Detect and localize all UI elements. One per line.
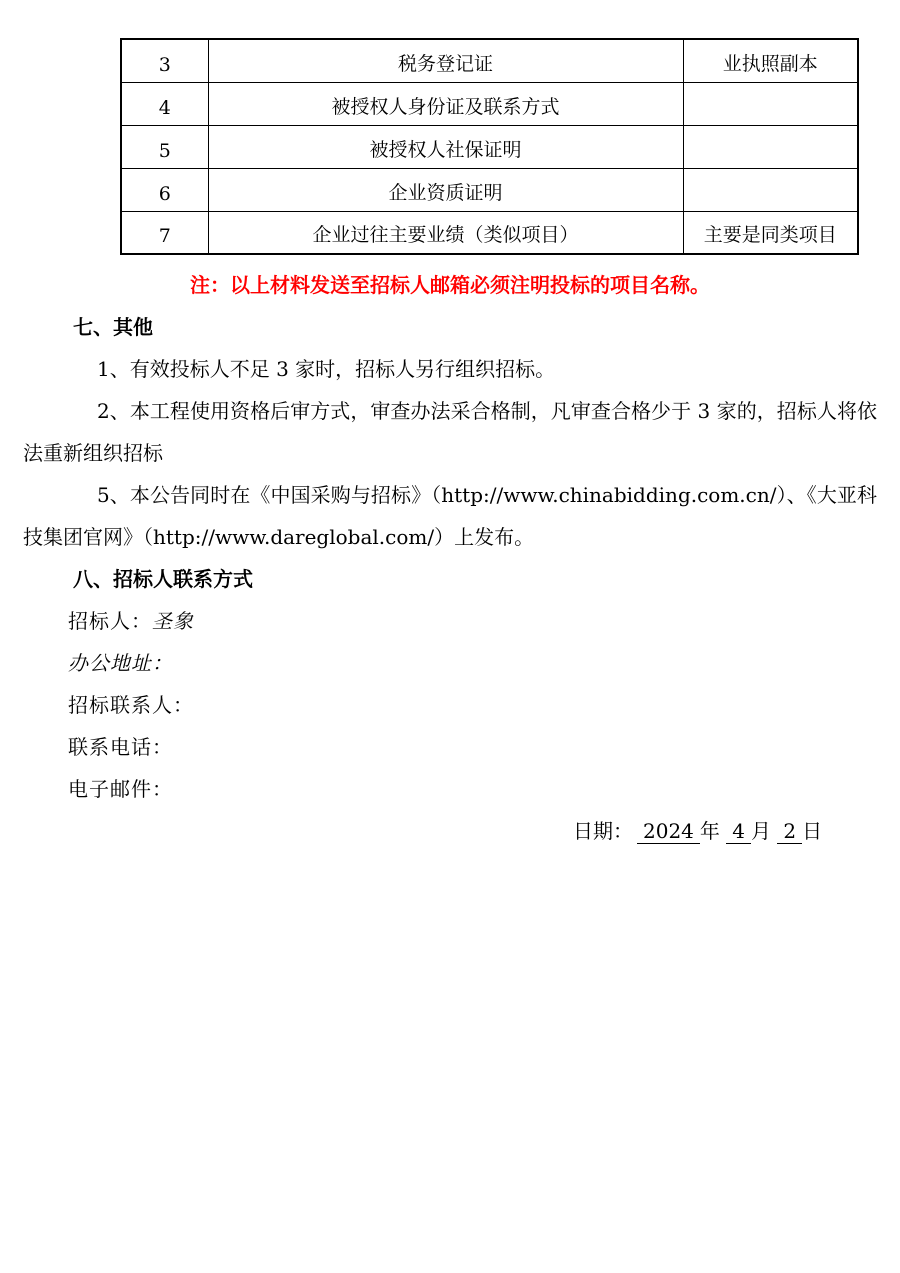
section-heading-other: 七、其他 bbox=[73, 315, 153, 339]
contact-label: 招标联系人： bbox=[68, 693, 194, 717]
row-number-cell: 5 bbox=[121, 125, 208, 168]
requirements-table bbox=[120, 38, 859, 255]
date-day-unit: 日 bbox=[802, 819, 823, 843]
date-year-unit: 年 bbox=[699, 819, 720, 843]
date-year: 2024 bbox=[637, 819, 700, 844]
row-number-cell: 7 bbox=[121, 211, 208, 254]
contact-label: 电子邮件： bbox=[68, 777, 173, 801]
table-row bbox=[121, 39, 858, 82]
contact-label: 联系电话： bbox=[68, 735, 173, 759]
paragraph-other-1: 1、有效投标人不足 3 家时，招标人另行组织招标。 bbox=[97, 357, 556, 381]
contact-label: 招标人： bbox=[68, 609, 152, 633]
contact-line-address bbox=[23, 642, 877, 684]
table-row bbox=[121, 125, 858, 168]
material-name-cell: 税务登记证 bbox=[208, 39, 683, 82]
contact-line-bidder bbox=[23, 600, 877, 642]
material-name-cell: 被授权人身份证及联系方式 bbox=[208, 82, 683, 125]
material-name-cell: 企业过往主要业绩（类似项目） bbox=[208, 211, 683, 254]
material-note-cell bbox=[683, 125, 858, 168]
red-warning-note: 注：以上材料发送至招标人邮箱必须注明投标的项目名称。 bbox=[190, 273, 710, 297]
row-number-cell: 6 bbox=[121, 168, 208, 211]
material-note-cell bbox=[683, 82, 858, 125]
row-number-cell: 3 bbox=[121, 39, 208, 82]
contact-line-email bbox=[23, 768, 877, 810]
material-name-cell: 企业资质证明 bbox=[208, 168, 683, 211]
contact-label: 办公地址： bbox=[68, 651, 173, 675]
row-number-cell: 4 bbox=[121, 82, 208, 125]
date-day: 2 bbox=[777, 819, 802, 844]
material-note-cell: 业执照副本 bbox=[683, 39, 858, 82]
material-note-cell: 主要是同类项目 bbox=[683, 211, 858, 254]
contact-line-person bbox=[23, 684, 877, 726]
date-line bbox=[23, 810, 877, 852]
contact-value-bidder: 圣象 bbox=[152, 609, 194, 633]
material-name-cell: 被授权人社保证明 bbox=[208, 125, 683, 168]
table-row bbox=[121, 211, 858, 254]
table-row bbox=[121, 168, 858, 211]
table-row bbox=[121, 82, 858, 125]
date-month-unit: 月 bbox=[751, 819, 771, 843]
section-heading-contact: 八、招标人联系方式 bbox=[73, 567, 253, 591]
document-body bbox=[23, 264, 877, 852]
paragraph-other-5: 5、本公告同时在《中国采购与招标》（http://www.chinabidding.com.cn/）、《大亚科技集团官网》（http://www.dareglobal.com/）上发布。 bbox=[23, 483, 877, 549]
date-month: 4 bbox=[726, 819, 751, 844]
date-label: 日期： bbox=[573, 819, 633, 843]
contact-line-phone bbox=[23, 726, 877, 768]
material-note-cell bbox=[683, 168, 858, 211]
paragraph-other-2: 2、本工程使用资格后审方式，审查办法采合格制，凡审查合格少于 3 家的，招标人将依法重新组织招标 bbox=[23, 399, 877, 465]
